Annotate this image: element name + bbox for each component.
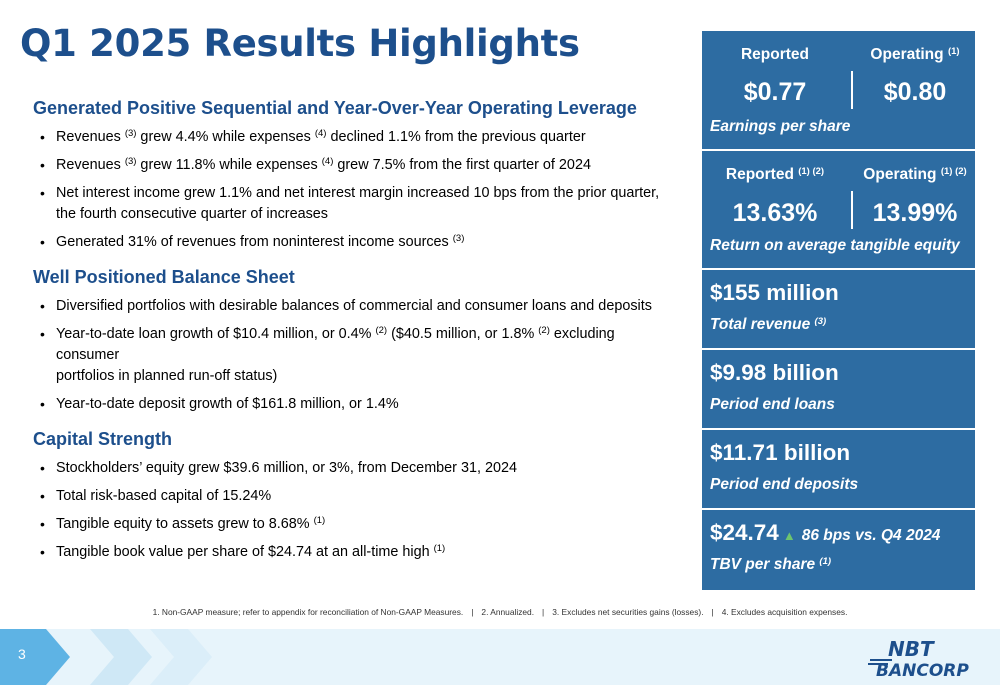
tbv-value-row bbox=[710, 520, 940, 546]
loans-box bbox=[702, 350, 975, 430]
bullet-item: • Revenues $^{(3)}$ grew 11.8% while expenses $^{(4)}$ grew 7.5% from the first quarter of 2024 bbox=[33, 155, 673, 176]
chevron-decoration bbox=[0, 629, 300, 685]
bullet-list bbox=[33, 127, 673, 253]
footnote-separator: | bbox=[542, 607, 545, 617]
svg-text:BANCORP: BANCORP bbox=[876, 661, 969, 680]
highlights-content bbox=[33, 98, 673, 577]
footnotes bbox=[0, 607, 1000, 617]
bullet-item: • Net interest income grew 1.1% and net interest margin increased 10 bps from the prior quarter, the fourth consecutive quarter of increases bbox=[33, 183, 673, 225]
eps-caption: Earnings per share bbox=[710, 118, 851, 135]
eps-reported-label: Reported bbox=[740, 46, 810, 63]
rote-reported-label: Reported $^{(1) (2)}$ bbox=[725, 166, 825, 183]
deposits-value: $11.71 billion bbox=[710, 440, 851, 465]
footnote-item: 4. Excludes acquisition expenses. bbox=[721, 607, 848, 617]
rote-operating-value: 13.99% bbox=[872, 199, 958, 227]
footnote-item: 3. Excludes net securities gains (losses). bbox=[552, 607, 704, 617]
eps-reported-value: $0.77 bbox=[743, 78, 807, 106]
bullet-list bbox=[33, 458, 673, 563]
nbt-bancorp-logo bbox=[868, 636, 986, 680]
section-heading: Capital Strength bbox=[33, 429, 173, 449]
up-arrow-icon: ▲ bbox=[782, 528, 796, 543]
bullet-item: • Year-to-date loan growth of $10.4 million, or 0.4% $^{(2)}$ ($40.5 million, or 1.8% $^{(2)}$ excluding consumer portfolios in planned run-off status) bbox=[33, 324, 673, 387]
footnote-separator: | bbox=[711, 607, 714, 617]
page-title: Q1 2025 Results Highlights bbox=[20, 22, 580, 65]
key-metrics-panel bbox=[702, 31, 975, 590]
revenue-box bbox=[702, 270, 975, 350]
bullet-item: • Generated 31% of revenues from noninterest income sources $^{(3)}$ bbox=[33, 232, 673, 253]
footnote-item: 1. Non-GAAP measure; refer to appendix for reconciliation of Non-GAAP Measures. bbox=[152, 607, 464, 617]
eps-operating-label: Operating $^{(1)}$ bbox=[870, 46, 960, 63]
tbv-caption: TBV per share $^{(1)}$ bbox=[710, 556, 832, 573]
rote-operating-label: Operating $^{(1) (2)}$ bbox=[863, 166, 967, 183]
rote-caption: Return on average tangible equity bbox=[710, 237, 960, 254]
loans-value: $9.98 billion bbox=[710, 360, 839, 385]
tbv-change: 86 bps vs. Q4 2024 bbox=[801, 527, 941, 544]
deposits-caption: Period end deposits bbox=[710, 476, 859, 493]
revenue-caption: Total revenue $^{(3)}$ bbox=[710, 316, 827, 333]
bullet-item: • Total risk-based capital of 15.24% bbox=[33, 486, 673, 507]
section-heading: Well Positioned Balance Sheet bbox=[33, 267, 295, 287]
bullet-item: • Tangible book value per share of $24.74 at an all-time high $^{(1)}$ bbox=[33, 542, 673, 563]
footer-band bbox=[0, 629, 1000, 685]
bullet-item: • Revenues $^{(3)}$ grew 4.4% while expenses $^{(4)}$ declined 1.1% from the previous quarter bbox=[33, 127, 673, 148]
eps-operating-value: $0.80 bbox=[883, 78, 947, 106]
footnote-separator: | bbox=[471, 607, 474, 617]
rote-reported-value: 13.63% bbox=[732, 199, 818, 227]
tbv-box bbox=[702, 510, 975, 590]
revenue-value: $155 million bbox=[710, 280, 839, 305]
deposits-box bbox=[702, 430, 975, 510]
bullet-item: • Stockholders’ equity grew $39.6 million, or 3%, from December 31, 2024 bbox=[33, 458, 673, 479]
tbv-value: $24.74 bbox=[710, 520, 779, 545]
rote-box bbox=[702, 151, 975, 270]
bullet-item: • Year-to-date deposit growth of $161.8 million, or 1.4% bbox=[33, 394, 673, 415]
footnote-item: 2. Annualized. bbox=[481, 607, 535, 617]
bullet-item: • Diversified portfolios with desirable balances of commercial and consumer loans and deposits bbox=[33, 296, 673, 317]
eps-box bbox=[702, 31, 975, 151]
bullet-list bbox=[33, 296, 673, 415]
page-number: 3 bbox=[18, 646, 26, 662]
bullet-item: • Tangible equity to assets grew to 8.68% $^{(1)}$ bbox=[33, 514, 673, 535]
loans-caption: Period end loans bbox=[710, 396, 835, 413]
section-heading: Generated Positive Sequential and Year-Over-Year Operating Leverage bbox=[33, 98, 637, 118]
svg-text:NBT: NBT bbox=[888, 637, 934, 661]
